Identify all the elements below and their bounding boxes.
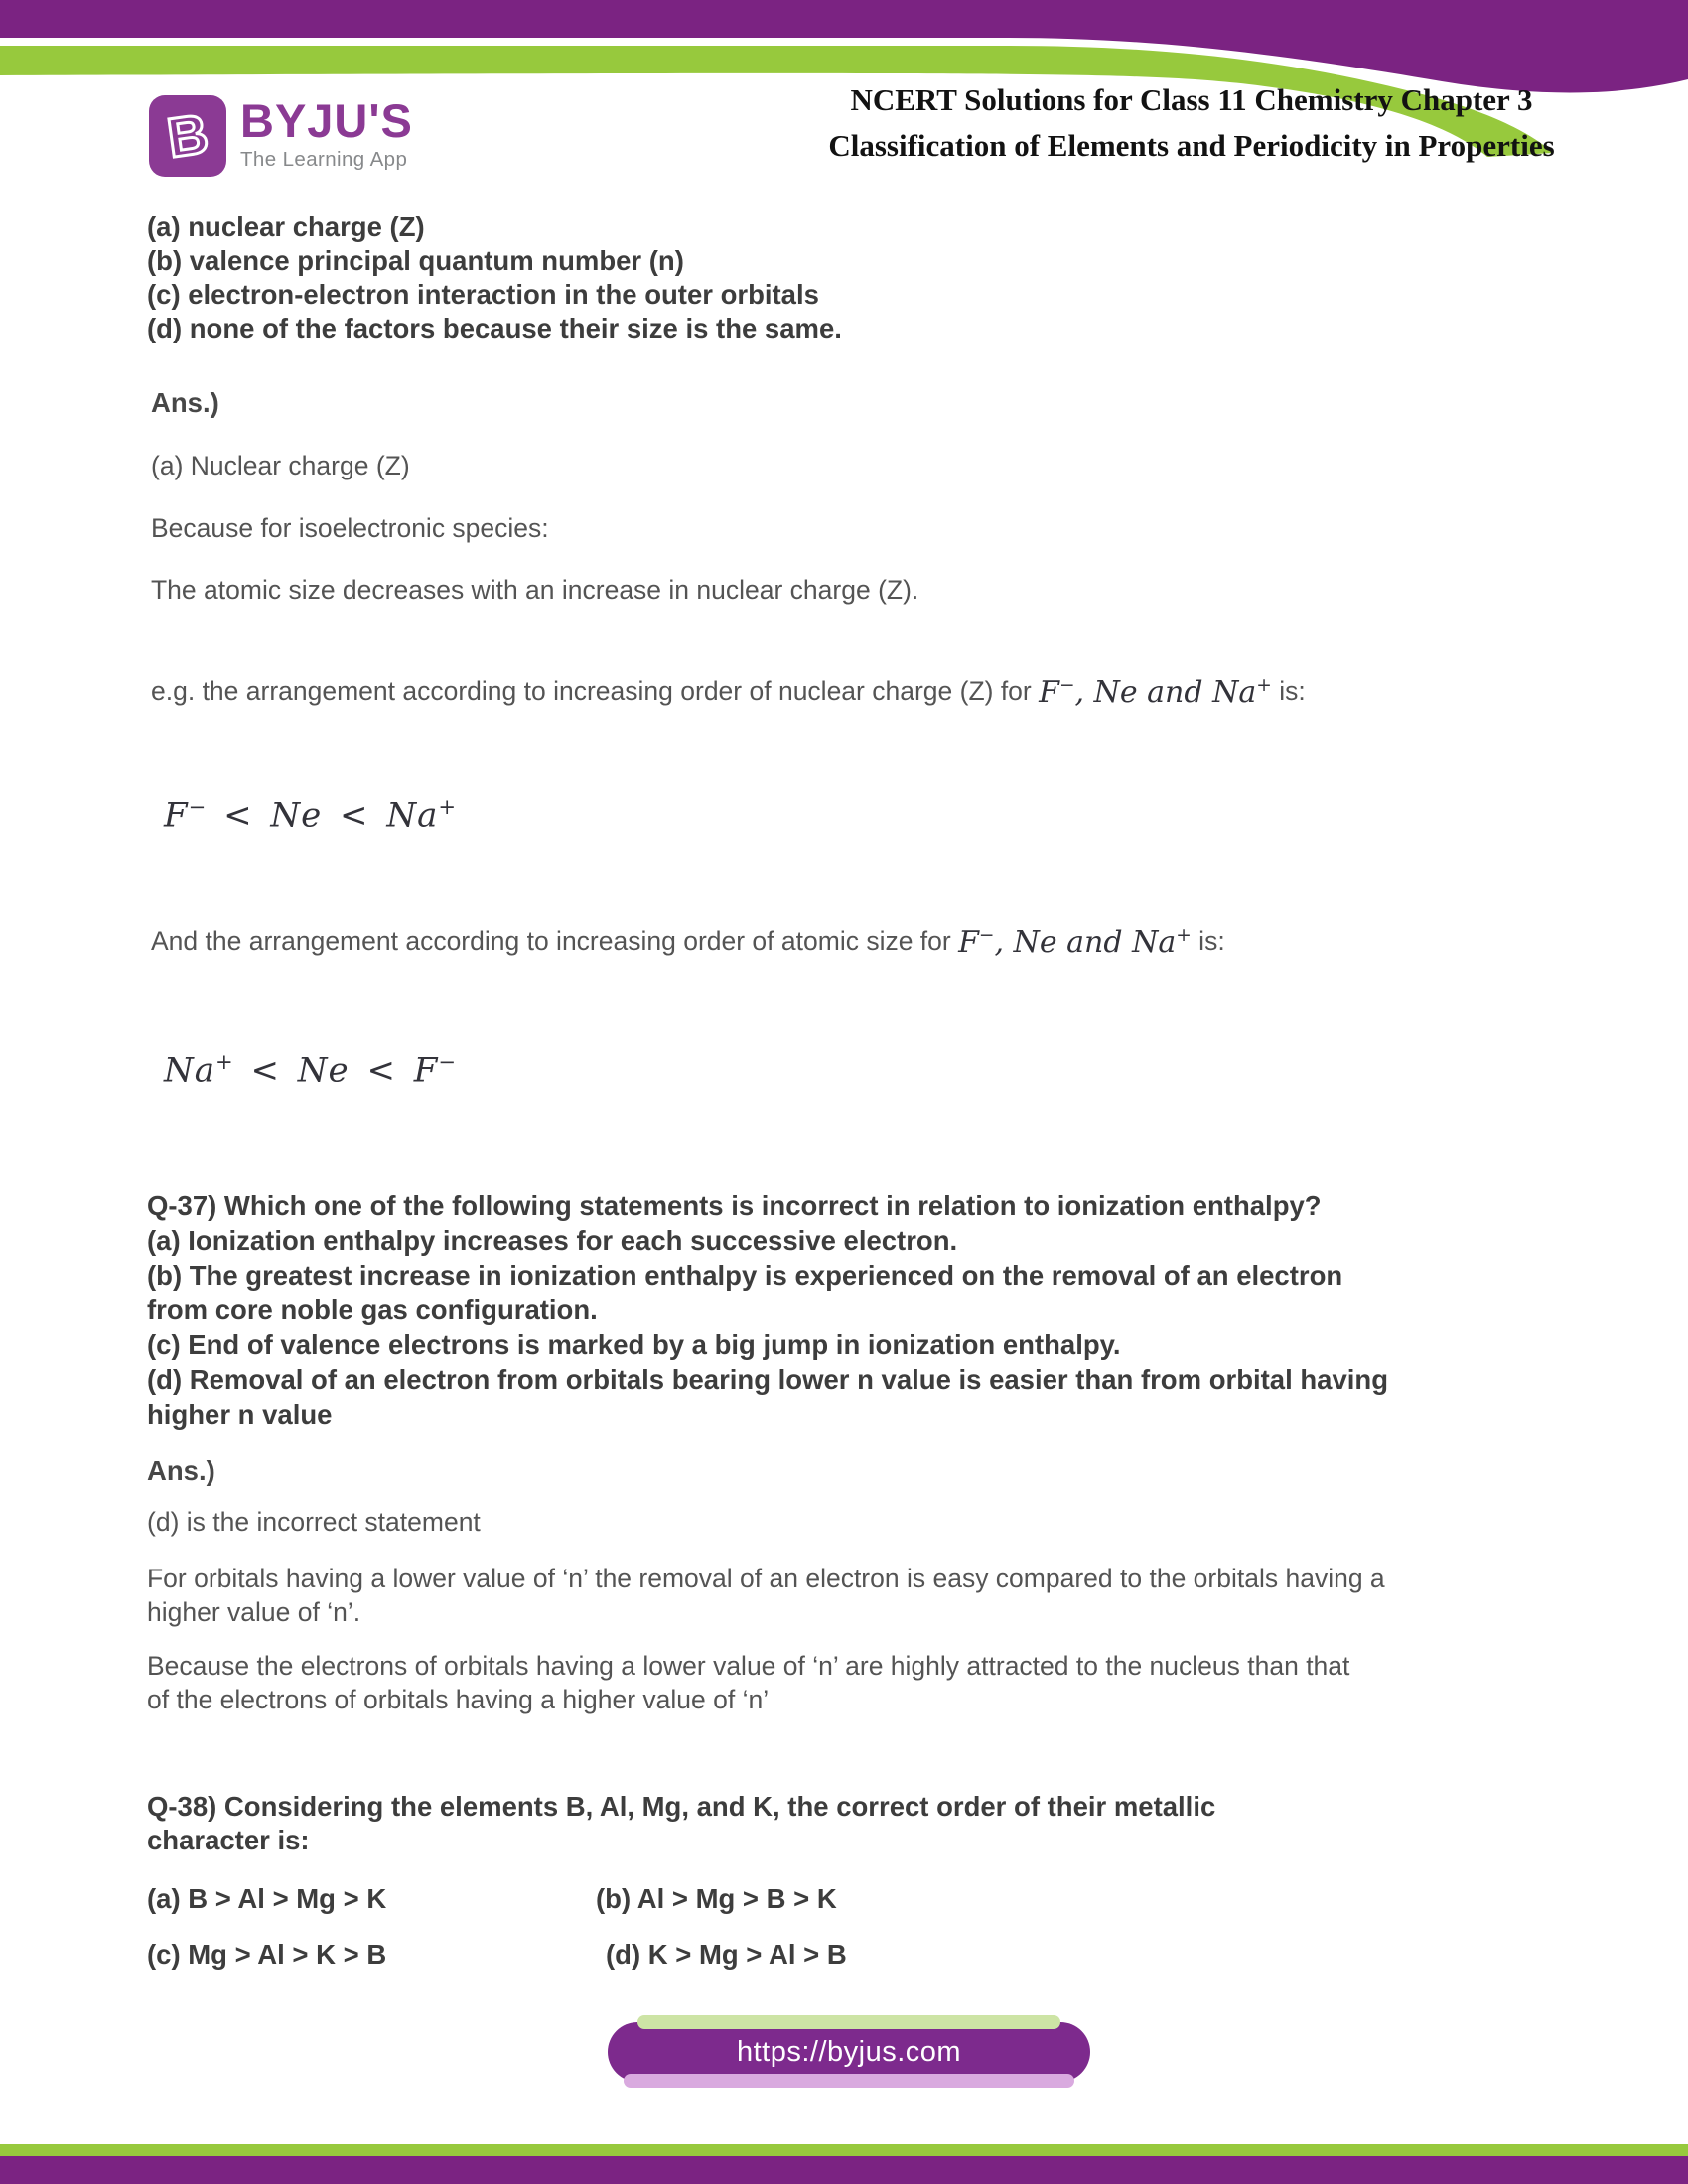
q37-option-b: (b) The greatest increase in ionization enthalpy is experienced on the removal of an electron <box>147 1260 1343 1291</box>
brand-tagline: The Learning App <box>240 148 408 171</box>
q36-ans-line1: (a) Nuclear charge (Z) <box>151 451 410 480</box>
page-title-line2: Classification of Elements and Periodicity in Properties <box>828 128 1555 163</box>
q37-option-b-cont: from core noble gas configuration. <box>147 1295 598 1325</box>
footer-purple-bar <box>0 2156 1688 2184</box>
q37-ans-para2-line2: of the electrons of orbitals having a higher value of ‘n’ <box>147 1685 770 1714</box>
size-suffix: is: <box>1191 926 1225 956</box>
page-title <box>715 77 1668 169</box>
byjus-url-button[interactable]: https://byjus.com <box>608 2022 1090 2082</box>
formula-increasing-atomic-size: Na+ < Ne < F− <box>164 1049 457 1091</box>
byjus-logo <box>149 95 413 177</box>
q38-option-a: (a) B > Al > Mg > K <box>147 1883 387 1914</box>
page-title-line1: NCERT Solutions for Class 11 Chemistry Chapter 3 <box>850 82 1533 117</box>
q38-option-c: (c) Mg > Al > K > B <box>147 1939 387 1970</box>
q38-option-d: (d) K > Mg > Al > B <box>606 1939 847 1970</box>
q37-ans-para2-line1: Because the electrons of orbitals having a lower value of ‘n’ are highly attracted to the nucleus than that <box>147 1651 1350 1681</box>
q37-ans-para1-line1: For orbitals having a lower value of ‘n’ the removal of an electron is easy compared to the orbitals having a <box>147 1564 1385 1593</box>
q37-ans-label: Ans.) <box>147 1455 215 1486</box>
q38-option-b: (b) Al > Mg > B > K <box>596 1883 837 1914</box>
q36-ans-line3: The atomic size decreases with an increase in nuclear charge (Z). <box>151 575 919 605</box>
q37-question: Q-37) Which one of the following statements is incorrect in relation to ionization enthalpy? <box>147 1190 1322 1221</box>
q37-option-a: (a) Ionization enthalpy increases for each successive electron. <box>147 1225 958 1256</box>
q38-question-line1: Q-38) Considering the elements B, Al, Mg, and K, the correct order of their metallic <box>147 1791 1216 1822</box>
q37-option-c: (c) End of valence electrons is marked by a big jump in ionization enthalpy. <box>147 1329 1121 1360</box>
q38-question <box>147 1790 1215 1857</box>
q36-options <box>147 210 842 345</box>
species-math: F−, Ne and Na+ <box>958 925 1192 960</box>
eg-prefix: e.g. the arrangement according to increasing order of nuclear charge (Z) for <box>151 676 1040 706</box>
size-prefix: And the arrangement according to increasing order of atomic size for <box>151 926 959 956</box>
q37-option-d-cont: higher n value <box>147 1399 333 1430</box>
q37-option-d: (d) Removal of an electron from orbitals bearing lower n value is easier than from orbital having <box>147 1364 1388 1395</box>
eg-suffix: is: <box>1271 676 1306 706</box>
q36-eg-line <box>151 667 1306 712</box>
q37-ans-para1-line2: higher value of ‘n’. <box>147 1597 361 1627</box>
q38-question-line2: character is: <box>147 1825 310 1855</box>
brand-name: BYJU'S <box>240 94 413 147</box>
q36-option-d: (d) none of the factors because their size is the same. <box>147 313 842 343</box>
logo-b-glyph: B <box>163 101 212 170</box>
footer-green-bar <box>0 2144 1688 2156</box>
q36-ans-label: Ans.) <box>151 387 219 418</box>
q37-ans-para1 <box>147 1562 1385 1629</box>
q36-option-c: (c) electron-electron interaction in the outer orbitals <box>147 279 819 310</box>
q37-ans-para2 <box>147 1649 1349 1716</box>
species-math: F−, Ne and Na+ <box>1039 675 1272 710</box>
q36-ans-line2: Because for isoelectronic species: <box>151 513 549 543</box>
q37-ans-line1: (d) is the incorrect statement <box>147 1507 481 1537</box>
q36-option-b: (b) valence principal quantum number (n) <box>147 245 684 276</box>
q36-size-line <box>151 917 1225 962</box>
formula-increasing-nuclear-charge: F− < Ne < Na+ <box>164 794 457 836</box>
byjus-logo-icon <box>149 95 226 177</box>
q37-question-block <box>147 1188 1557 1432</box>
q36-option-a: (a) nuclear charge (Z) <box>147 211 425 242</box>
